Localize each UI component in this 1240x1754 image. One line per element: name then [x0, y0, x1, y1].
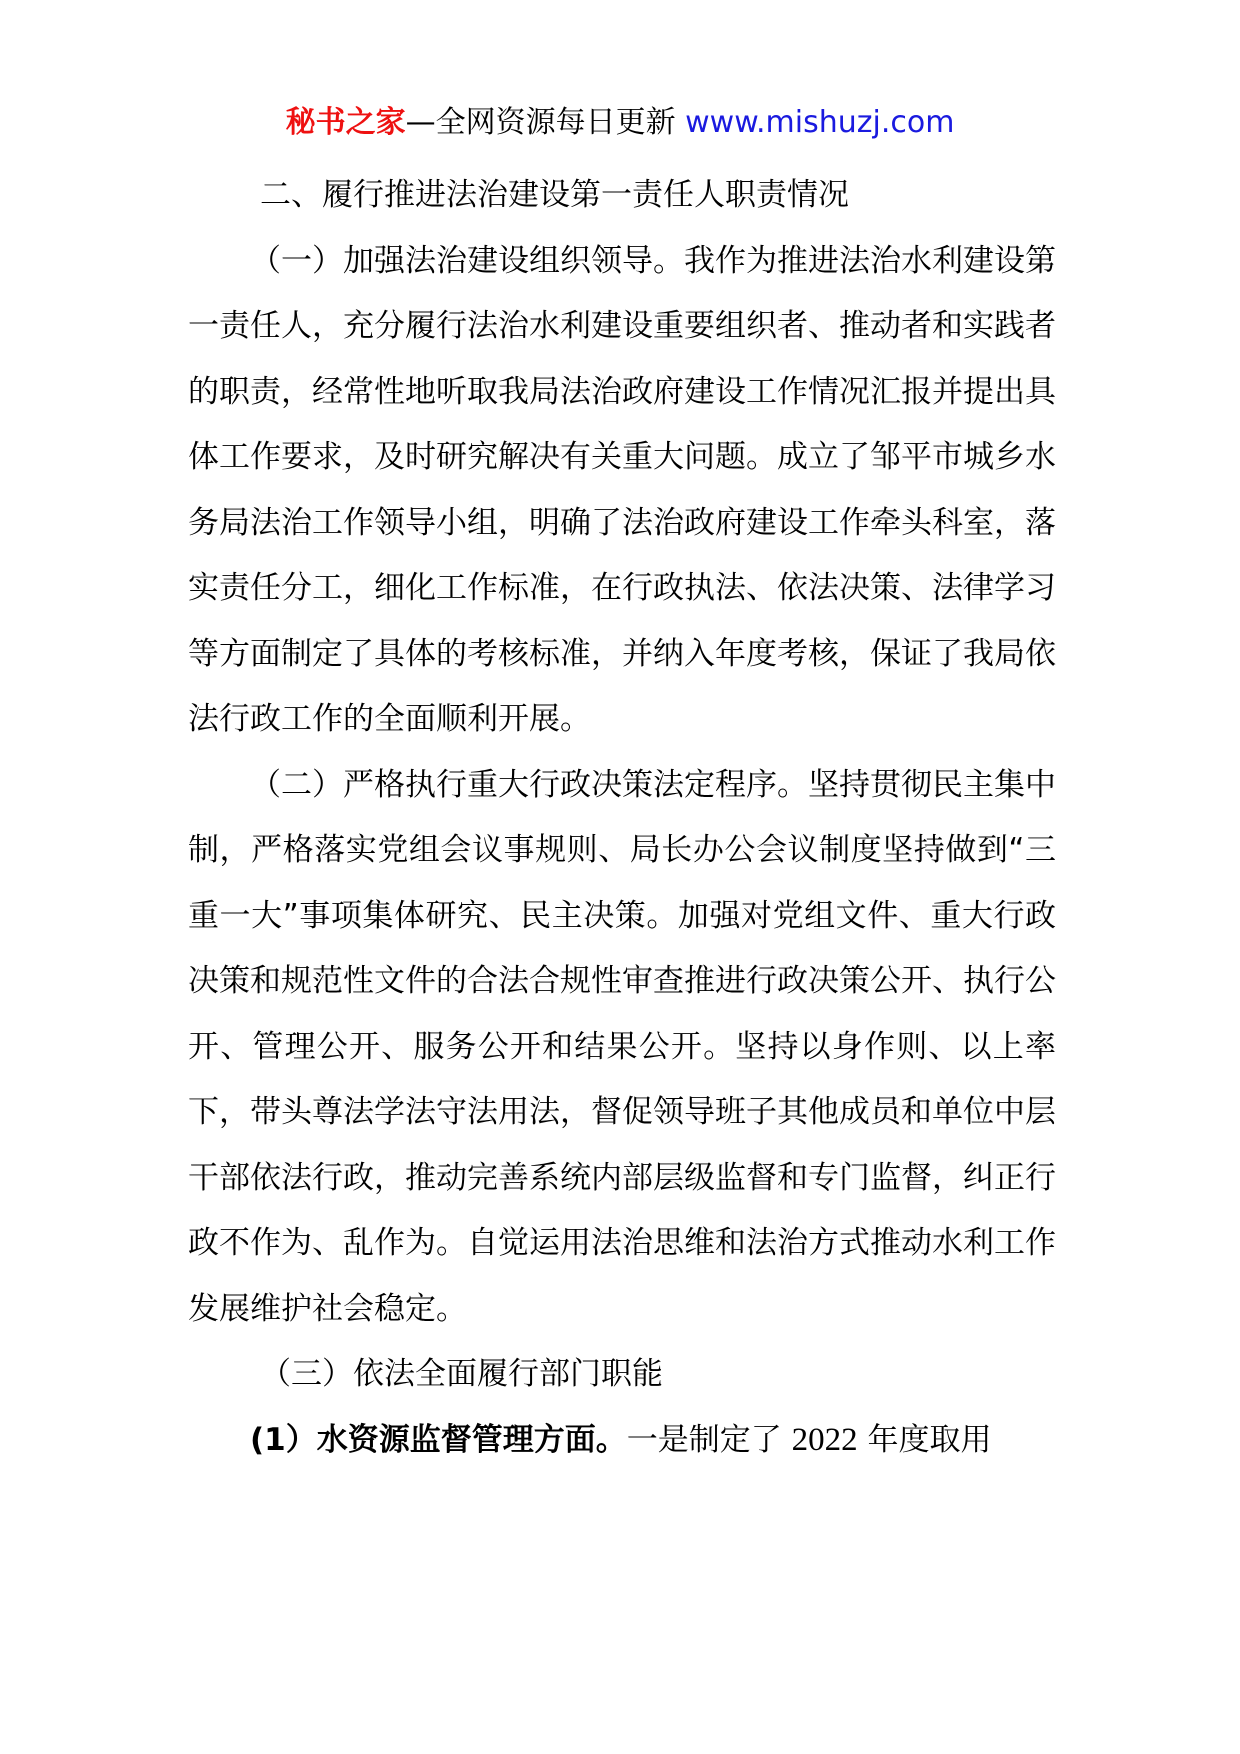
paragraph: （一）加强法治建设组织领导。我作为推进法治水利建设第一责任人，充分履行法治水利建设重要组织者、推动者和实践者的职责，经常性地听取我局法治政府建设工作情况汇报并提出具体工作要求，及时研究解决有关重大问题。成立了邹平市城乡水务局法治工作领导小组，明确了法治政府建设工作牵头科室，落实责任分工，细化工作标准，在行政执法、依法决策、法律学习等方面制定了具体的考核标准，并纳入年度考核，保证了我局依法行政工作的全面顺利开展。: [188, 242, 1056, 737]
paragraph: （三）依法全面履行部门职能: [260, 1356, 663, 1392]
paragraph-text: 一是制定了: [626, 1421, 782, 1458]
paragraph: [188, 1408, 1056, 1474]
document-body: [188, 163, 1056, 1473]
watermark-header: [0, 100, 1240, 146]
paragraph-text: 年度取用: [867, 1421, 992, 1458]
brand-name: 秘书之家: [285, 105, 406, 140]
paragraph: （二）严格执行重大行政决策法定程序。坚持贯彻民主集中制，严格落实党组会议事规则、局长办公会议制度坚持做到“三重一大”事项集体研究、民主决策。加强对党组文件、重大行政决策和规范性文件的合法合规性审查推进行政决策公开、执行公开、管理公开、服务公开和结果公开。坚持以身作则、以上率下，带头尊法学法守法用法，督促领导班子其他成员和单位中层干部依法行政，推动完善系统内部层级监督和专门监督，纠正行政不作为、乱作为。自觉运用法治思维和法治方式推动水利工作发展维护社会稳定。: [188, 766, 1056, 1327]
year-number: 2022: [791, 1421, 858, 1458]
paragraph-bold-lead: (1）水资源监督管理方面。: [250, 1421, 627, 1458]
section-title: 二、履行推进法治建设第一责任人职责情况: [260, 177, 849, 213]
header-tagline: —全网资源每日更新: [405, 105, 686, 140]
header-url: www.mishuzj.com: [685, 105, 955, 140]
